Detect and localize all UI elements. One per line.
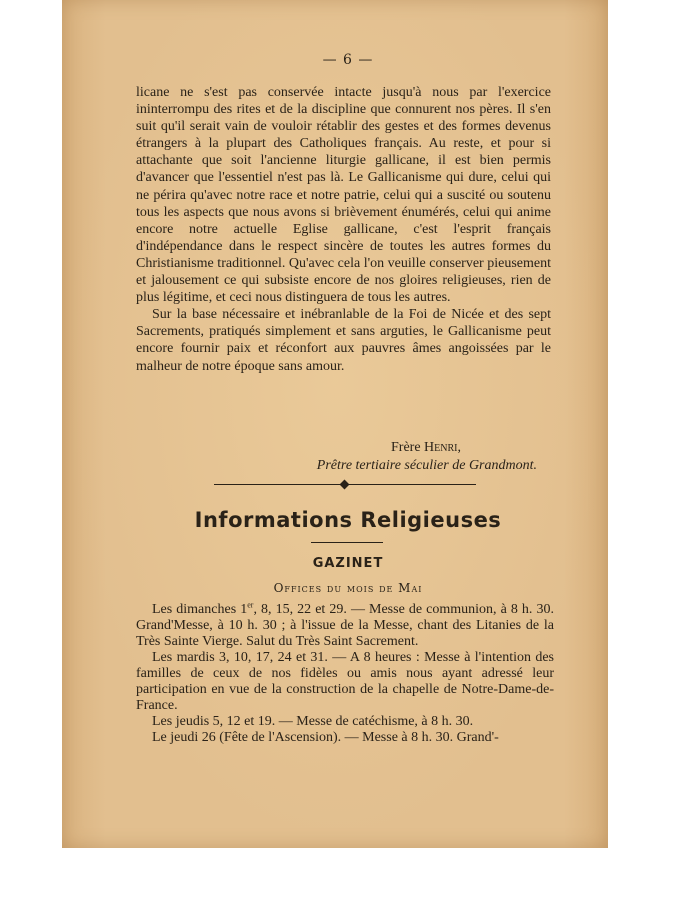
signature-surname: Henri, <box>424 440 461 455</box>
page-number: — 6 — <box>322 52 374 68</box>
offices-sundays: Les dimanches 1er, 8, 15, 22 et 29. — Messe de communion, à 8 h. 30. Grand'Messe, à 10 h. 30 ; à l'issue de la Messe, chant des Litanies de la Très Sainte Vierge. Salut du Très Saint Sacrement. <box>136 600 554 649</box>
section-heading: Informations Religieuses <box>194 508 502 532</box>
heading-rule <box>311 542 383 543</box>
offices-ascension: Le jeudi 26 (Fête de l'Ascension). — Messe à 8 h. 30. Grand'- <box>152 730 499 745</box>
signature-prefix: Frère <box>391 440 425 455</box>
article-paragraph-1: licane ne s'est pas conservée intacte jusqu'à nous par l'exercice ininterrompu des rites et de la discipline que connurent nos pères. Il s'en suit qu'il serait vain de vouloir rétablir des gestes et des formes devenus étrangers à la plupart des Catholiques français. Au reste, et pour si attachante que soit l'ancienne liturgie gallicane, il est bien permis d'avancer que l'essentiel n'est pas là. Le Gallicanisme qui dure, celui qui ne périra qu'avec notre race et notre patrie, celui qui a suscité ou soutenu tous les aspects que nous avons si brièvement énumérés, celui qui anime encore notre actuelle Eglise gallicane, c'est l'esprit français d'indépendance dans le respect sincère de toutes les autres formes du Christianisme traditionnel. Qu'avec cela l'on veuille conserver pieusement et jalousement ce qui subsiste encore de nos gloires religieuses, rien de plus légitime, et ceci nous distinguera de tous les autres. <box>136 85 551 306</box>
offices-list <box>136 602 554 746</box>
offices-subheading: Offices du mois de Mai <box>273 581 423 595</box>
article-body <box>136 84 551 375</box>
location-title: GAZINET <box>312 556 384 571</box>
offices-tuesdays: Les mardis 3, 10, 17, 24 et 31. — A 8 heures : Messe à l'intention des familles de ceux de nos fidèles ou amis nous ayant adressé leur participation en vue de la construction de la chapelle de Notre-Dame-de-France. <box>136 650 554 713</box>
signature-name <box>136 440 551 456</box>
offices-thursdays: Les jeudis 5, 12 et 19. — Messe de catéchisme, à 8 h. 30. <box>152 714 474 729</box>
article-paragraph-2: Sur la base nécessaire et inébranlable de la Foi de Nicée et des sept Sacrements, pratiqués simplement et sans arguties, le Gallicanisme peut encore fournir paix et réconfort aux pauvres âmes angoissées par le malheur de notre époque sans amour. <box>136 307 551 374</box>
signature-title: Prêtre tertiaire séculier de Grandmont. <box>316 458 537 473</box>
